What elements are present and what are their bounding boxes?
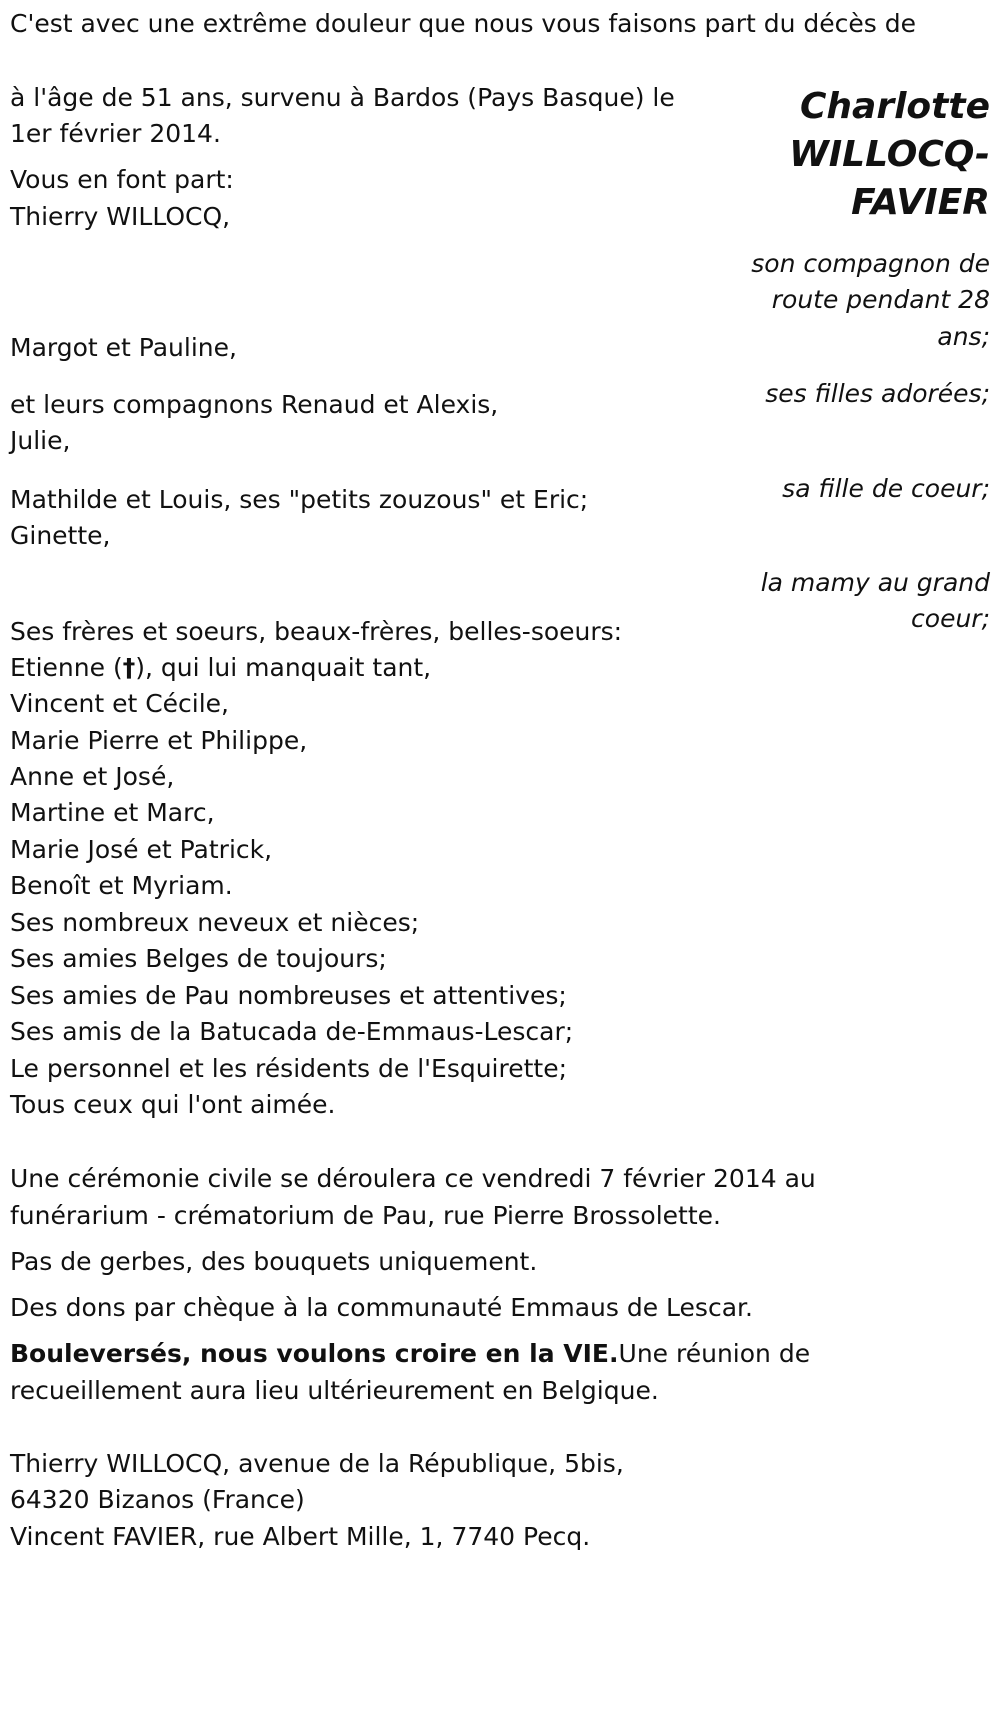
- mourner-line: Ses amies de Pau nombreuses et attentives;: [10, 981, 567, 1010]
- closing-text: Une réunion de: [618, 1339, 811, 1368]
- age-text-line1: à l'âge de 51 ans, survenu à Bardos (Pays Basque) le: [10, 83, 675, 112]
- family-member: et leurs compagnons Renaud et Alexis,: [10, 390, 499, 419]
- mourner-line: Le personnel et les résidents de l'Esquirette;: [10, 1054, 568, 1083]
- relation-daughters: ses filles adorées;: [765, 379, 990, 408]
- intro-text: C'est avec une extrême douleur que nous vous faisons part du décès de: [10, 9, 917, 38]
- sibling-line: Marie José et Patrick,: [10, 835, 273, 864]
- closing-bold-text: Bouleversés, nous voulons croire en la VIE.: [10, 1339, 619, 1368]
- etienne-note: ), qui lui manquait tant,: [135, 653, 432, 682]
- closing-line1: [10, 1334, 810, 1374]
- family-member: Ginette,: [10, 521, 111, 550]
- deceased-surname-part2: FAVIER: [851, 182, 990, 223]
- sibling-line: Martine et Marc,: [10, 798, 215, 827]
- ceremony-line1: Une cérémonie civile se déroulera ce vendredi 7 février 2014 au: [10, 1164, 816, 1193]
- family-member: Thierry WILLOCQ,: [10, 202, 231, 231]
- siblings-heading: Ses frères et soeurs, beaux-frères, belles-soeurs:: [10, 617, 623, 646]
- address-line: Thierry WILLOCQ, avenue de la République, 5bis,: [10, 1449, 624, 1478]
- relation-grandma-line1: la mamy au grand: [760, 568, 990, 597]
- sibling-line: Benoît et Myriam.: [10, 871, 233, 900]
- mourner-line: Ses amis de la Batucada de-Emmaus-Lescar;: [10, 1017, 574, 1046]
- family-member: Mathilde et Louis, ses "petits zouzous" et Eric;: [10, 485, 589, 514]
- relation-companion-line2: route pendant 28: [771, 285, 990, 314]
- relation-companion-line1: son compagnon de: [751, 249, 990, 278]
- age-text-line2: 1er février 2014.: [10, 119, 221, 148]
- sibling-line: Vincent et Cécile,: [10, 689, 229, 718]
- etienne-name: Etienne (: [10, 653, 123, 682]
- deceased-name: [789, 83, 990, 227]
- announcers-heading: Vous en font part:: [10, 165, 234, 194]
- mourner-line: Ses nombreux neveux et nièces;: [10, 908, 420, 937]
- cross-icon: †: [122, 653, 136, 682]
- mourner-line: Tous ceux qui l'ont aimée.: [10, 1090, 336, 1119]
- relation-heart-daughter: sa fille de coeur;: [782, 474, 990, 503]
- address-line: Vincent FAVIER, rue Albert Mille, 1, 7740 Pecq.: [10, 1522, 591, 1551]
- sibling-etienne: [10, 648, 431, 688]
- family-member: Julie,: [10, 426, 71, 455]
- family-member: Margot et Pauline,: [10, 333, 237, 362]
- relation-companion-line3: ans;: [937, 322, 990, 351]
- closing-line2: recueillement aura lieu ultérieurement en Belgique.: [10, 1376, 659, 1405]
- address-line: 64320 Bizanos (France): [10, 1485, 305, 1514]
- flowers-note: Pas de gerbes, des bouquets uniquement.: [10, 1247, 538, 1276]
- relation-grandma-line2: coeur;: [911, 604, 990, 633]
- deceased-first-name: Charlotte: [799, 86, 990, 127]
- sibling-line: Anne et José,: [10, 762, 175, 791]
- deceased-surname-part1: WILLOCQ-: [789, 134, 990, 175]
- sibling-line: Marie Pierre et Philippe,: [10, 726, 308, 755]
- ceremony-line2: funérarium - crématorium de Pau, rue Pierre Brossolette.: [10, 1201, 721, 1230]
- mourner-line: Ses amies Belges de toujours;: [10, 944, 387, 973]
- donations-note: Des dons par chèque à la communauté Emmaus de Lescar.: [10, 1293, 753, 1322]
